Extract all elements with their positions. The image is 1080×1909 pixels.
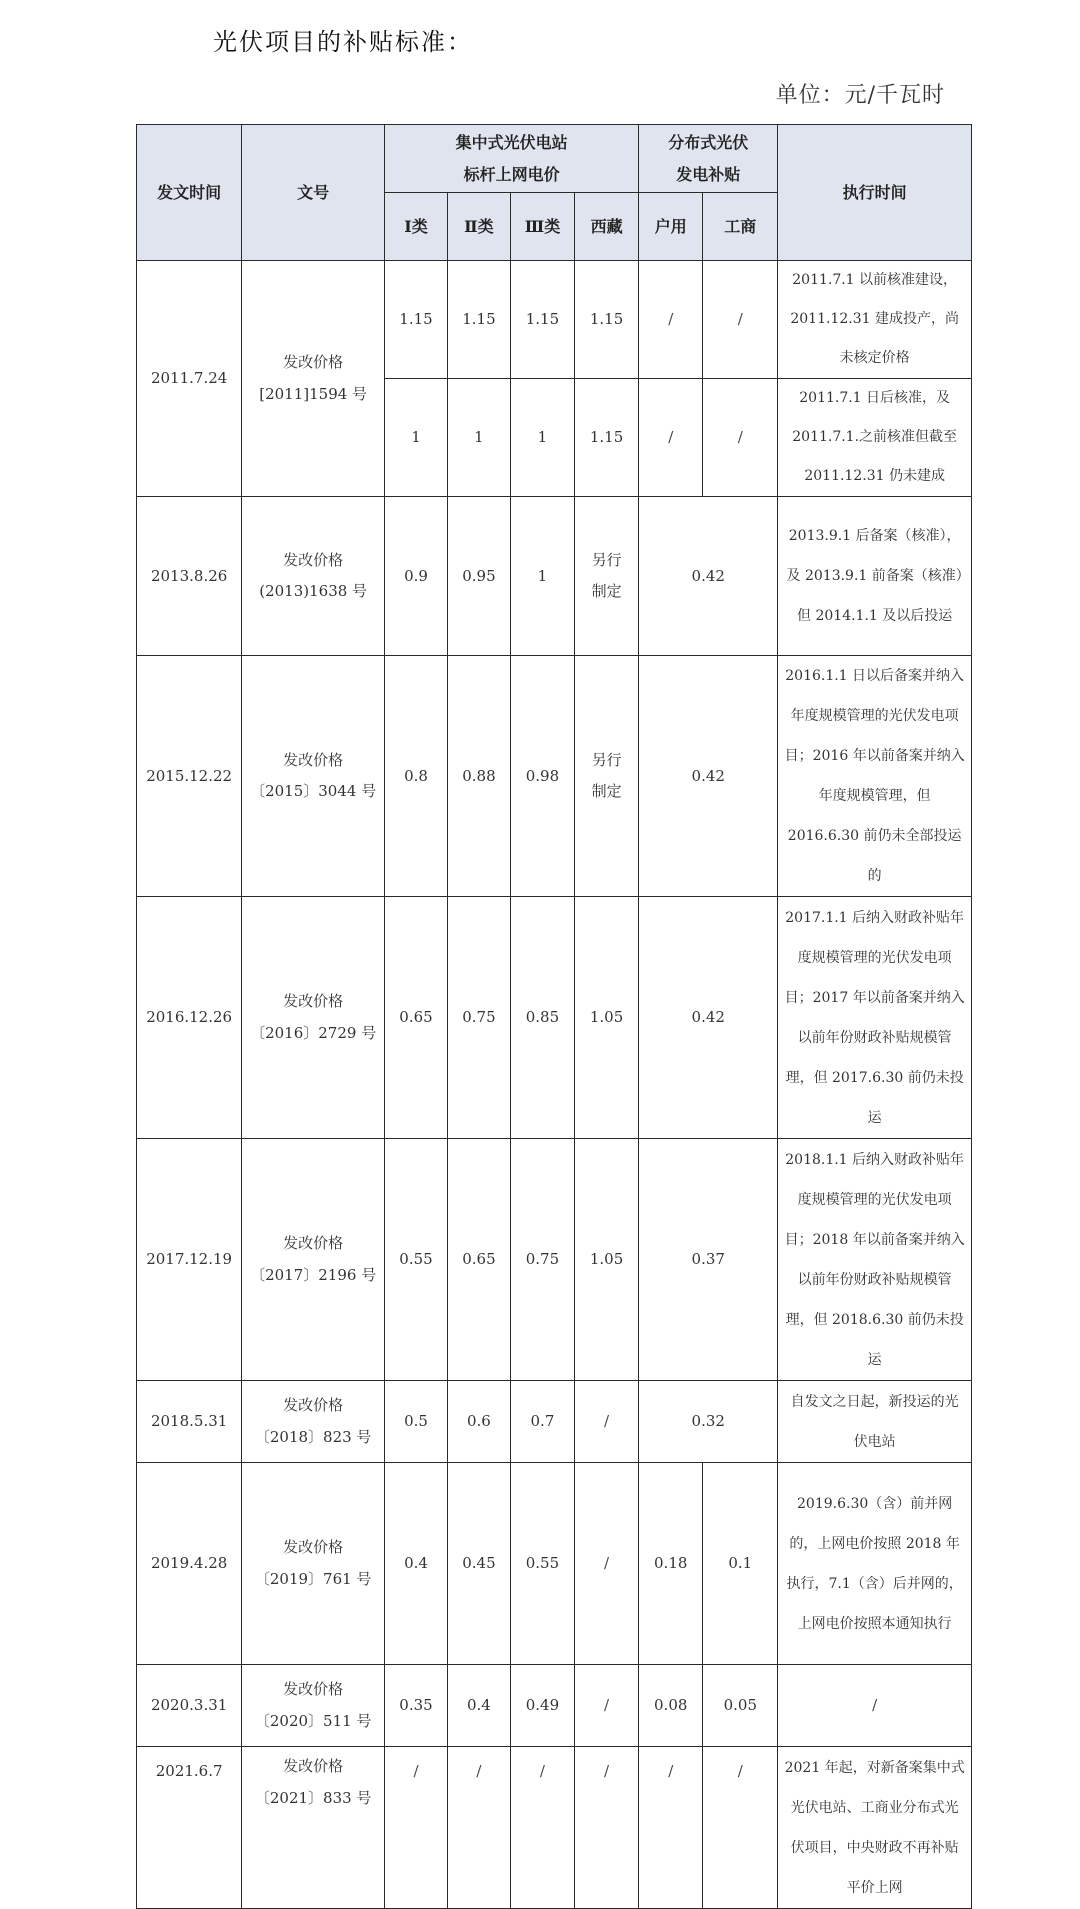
cell-doc-no [242,1463,385,1665]
cell-date: 2015.12.22 [137,656,242,897]
header-distributed-line1: 分布式光伏 [668,132,749,152]
cell-class2: 1.15 [447,261,510,379]
doc-line2: 〔2021〕833 号 [254,1788,372,1807]
tibet-line1: 另行 [591,550,622,569]
cell-date: 2019.4.28 [137,1463,242,1665]
cell-tibet [575,497,639,656]
cell-class1: 1 [385,379,448,497]
header-exec-time: 执行时间 [778,125,972,261]
cell-exec-time: 2016.1.1 日以后备案并纳入年度规模管理的光伏发电项目；2016 年以前备案并纳入年度规模管理，但 2016.6.30 前仍未全部投运的 [778,656,972,897]
header-central-line1: 集中式光伏电站 [455,132,568,152]
header-tibet: 西藏 [575,193,639,261]
cell-class3: 0.75 [510,1139,574,1381]
header-class1: Ⅰ类 [385,193,448,261]
cell-doc-no [242,497,385,656]
cell-tibet: 1.05 [575,1139,639,1381]
cell-doc-no [242,656,385,897]
cell-commercial: 0.05 [703,1665,778,1747]
doc-line1: 发改价格 [283,750,344,769]
cell-class3: 1.15 [510,261,574,379]
cell-class3: 0.98 [510,656,574,897]
doc-line2: 〔2020〕511 号 [254,1711,372,1730]
cell-doc-no [242,1665,385,1747]
cell-class2: 0.65 [447,1139,510,1381]
doc-line1: 发改价格 [283,1234,344,1252]
cell-class3: 0.49 [510,1665,574,1747]
table-row [137,1381,972,1463]
cell-class1: 0.65 [385,897,448,1139]
doc-line2: 〔2017〕2196 号 [250,1265,377,1284]
doc-line2: 〔2018〕823 号 [254,1427,372,1446]
table-row [137,497,972,656]
table-row [137,1665,972,1747]
cell-doc-no [242,261,385,497]
cell-doc-no [242,1747,385,1909]
cell-class2: 0.95 [447,497,510,656]
cell-date: 2017.12.19 [137,1139,242,1381]
cell-class2: 0.88 [447,656,510,897]
cell-class3: 1 [510,497,574,656]
header-date: 发文时间 [137,125,242,261]
header-doc-no: 文号 [242,125,385,261]
doc-line1: 发改价格 [283,1680,344,1698]
cell-class3: 1 [510,379,574,497]
unit-label: 单位：元/千瓦时 [775,83,945,108]
header-central-line2: 标杆上网电价 [463,164,560,184]
cell-tibet: / [575,1463,639,1665]
tibet-line1: 另行 [591,750,622,769]
cell-exec-time: 2011.7.1 日后核准，及 2011.7.1.之前核准但截至 2011.12.31 仍未建成 [778,379,972,497]
cell-distributed: 0.37 [639,1139,778,1381]
doc-line2: 〔2019〕761 号 [254,1569,372,1588]
cell-commercial: 0.1 [703,1463,778,1665]
header-class3: Ⅲ类 [510,193,574,261]
doc-line2: (2013)1638 号 [259,582,368,600]
table-row [137,1463,972,1665]
cell-exec-time: 2017.1.1 后纳入财政补贴年度规模管理的光伏发电项目；2017 年以前备案并纳入以前年份财政补贴规模管理，但 2017.6.30 前仍未投运 [778,897,972,1139]
cell-class1: 0.9 [385,497,448,656]
cell-tibet: / [575,1747,639,1909]
cell-tibet: / [575,1665,639,1747]
cell-doc-no [242,1381,385,1463]
cell-date: 2020.3.31 [137,1665,242,1747]
cell-class2: / [447,1747,510,1909]
cell-class3: 0.7 [510,1381,574,1463]
cell-household: 0.08 [639,1665,703,1747]
doc-line1: 发改价格 [283,550,344,569]
tibet-line2: 制定 [591,782,622,800]
cell-commercial: / [703,261,778,379]
cell-class2: 0.4 [447,1665,510,1747]
cell-class1: 0.8 [385,656,448,897]
doc-line1: 发改价格 [283,1396,344,1414]
doc-line2: 〔2016〕2729 号 [250,1023,377,1042]
cell-class3: 0.85 [510,897,574,1139]
cell-doc-no [242,897,385,1139]
cell-class1: 0.4 [385,1463,448,1665]
cell-class1: 0.5 [385,1381,448,1463]
doc-line1: 发改价格 [283,992,344,1010]
cell-class3: / [510,1747,574,1909]
cell-class1: 1.15 [385,261,448,379]
doc-line1: 发改价格 [283,1538,344,1556]
cell-tibet: 1.05 [575,897,639,1139]
doc-line2: 〔2015〕3044 号 [250,782,377,800]
cell-date: 2016.12.26 [137,897,242,1139]
cell-doc-no [242,1139,385,1381]
cell-class3: 0.55 [510,1463,574,1665]
cell-class1: 0.35 [385,1665,448,1747]
table-row [137,656,972,897]
cell-class2: 0.6 [447,1381,510,1463]
doc-line2: [2011]1594 号 [259,384,368,403]
table-row [137,1139,972,1381]
tibet-line2: 制定 [591,582,622,600]
cell-commercial: / [703,379,778,497]
cell-exec-time: 2019.6.30（含）前并网的，上网电价按照 2018 年执行，7.1（含）后并网的，上网电价按照本通知执行 [778,1463,972,1665]
header-central-group [385,125,639,193]
cell-distributed: 0.42 [639,897,778,1139]
cell-class1: / [385,1747,448,1909]
header-distributed-group [639,125,778,193]
doc-line1: 发改价格 [283,353,344,371]
cell-household: / [639,261,703,379]
cell-exec-time: / [778,1665,972,1747]
cell-class2: 0.45 [447,1463,510,1665]
cell-exec-time: 2013.9.1 后备案（核准），及 2013.9.1 前备案（核准）但 2014.1.1 及以后投运 [778,497,972,656]
cell-class2: 1 [447,379,510,497]
cell-household: / [639,379,703,497]
cell-tibet: 1.15 [575,379,639,497]
cell-distributed: 0.42 [639,656,778,897]
table-row [137,261,972,379]
cell-distributed: 0.32 [639,1381,778,1463]
table-row [137,897,972,1139]
header-household: 户用 [639,193,703,261]
cell-household: / [639,1747,703,1909]
cell-exec-time: 自发文之日起，新投运的光伏电站 [778,1381,972,1463]
cell-exec-time: 2011.7.1 以前核准建设，2011.12.31 建成投产，尚未核定价格 [778,261,972,379]
table-row [137,1747,972,1909]
cell-class2: 0.75 [447,897,510,1139]
subsidy-table [136,124,972,1909]
cell-tibet: 1.15 [575,261,639,379]
header-distributed-line2: 发电补贴 [676,164,741,184]
cell-household: 0.18 [639,1463,703,1665]
cell-commercial: / [703,1747,778,1909]
header-commercial: 工商 [703,193,778,261]
cell-date: 2011.7.24 [137,261,242,497]
cell-exec-time: 2018.1.1 后纳入财政补贴年度规模管理的光伏发电项目；2018 年以前备案并纳入以前年份财政补贴规模管理，但 2018.6.30 前仍未投运 [778,1139,972,1381]
cell-date: 2013.8.26 [137,497,242,656]
cell-tibet: / [575,1381,639,1463]
header-class2: Ⅱ类 [447,193,510,261]
cell-distributed: 0.42 [639,497,778,656]
cell-class1: 0.55 [385,1139,448,1381]
doc-line1: 发改价格 [283,1757,344,1775]
cell-date: 2021.6.7 [137,1747,242,1909]
cell-tibet [575,656,639,897]
cell-date: 2018.5.31 [137,1381,242,1463]
page-title: 光伏项目的补贴标准： [213,28,473,56]
cell-exec-time: 2021 年起，对新备案集中式光伏电站、工商业分布式光伏项目，中央财政不再补贴平价上网 [778,1747,972,1909]
